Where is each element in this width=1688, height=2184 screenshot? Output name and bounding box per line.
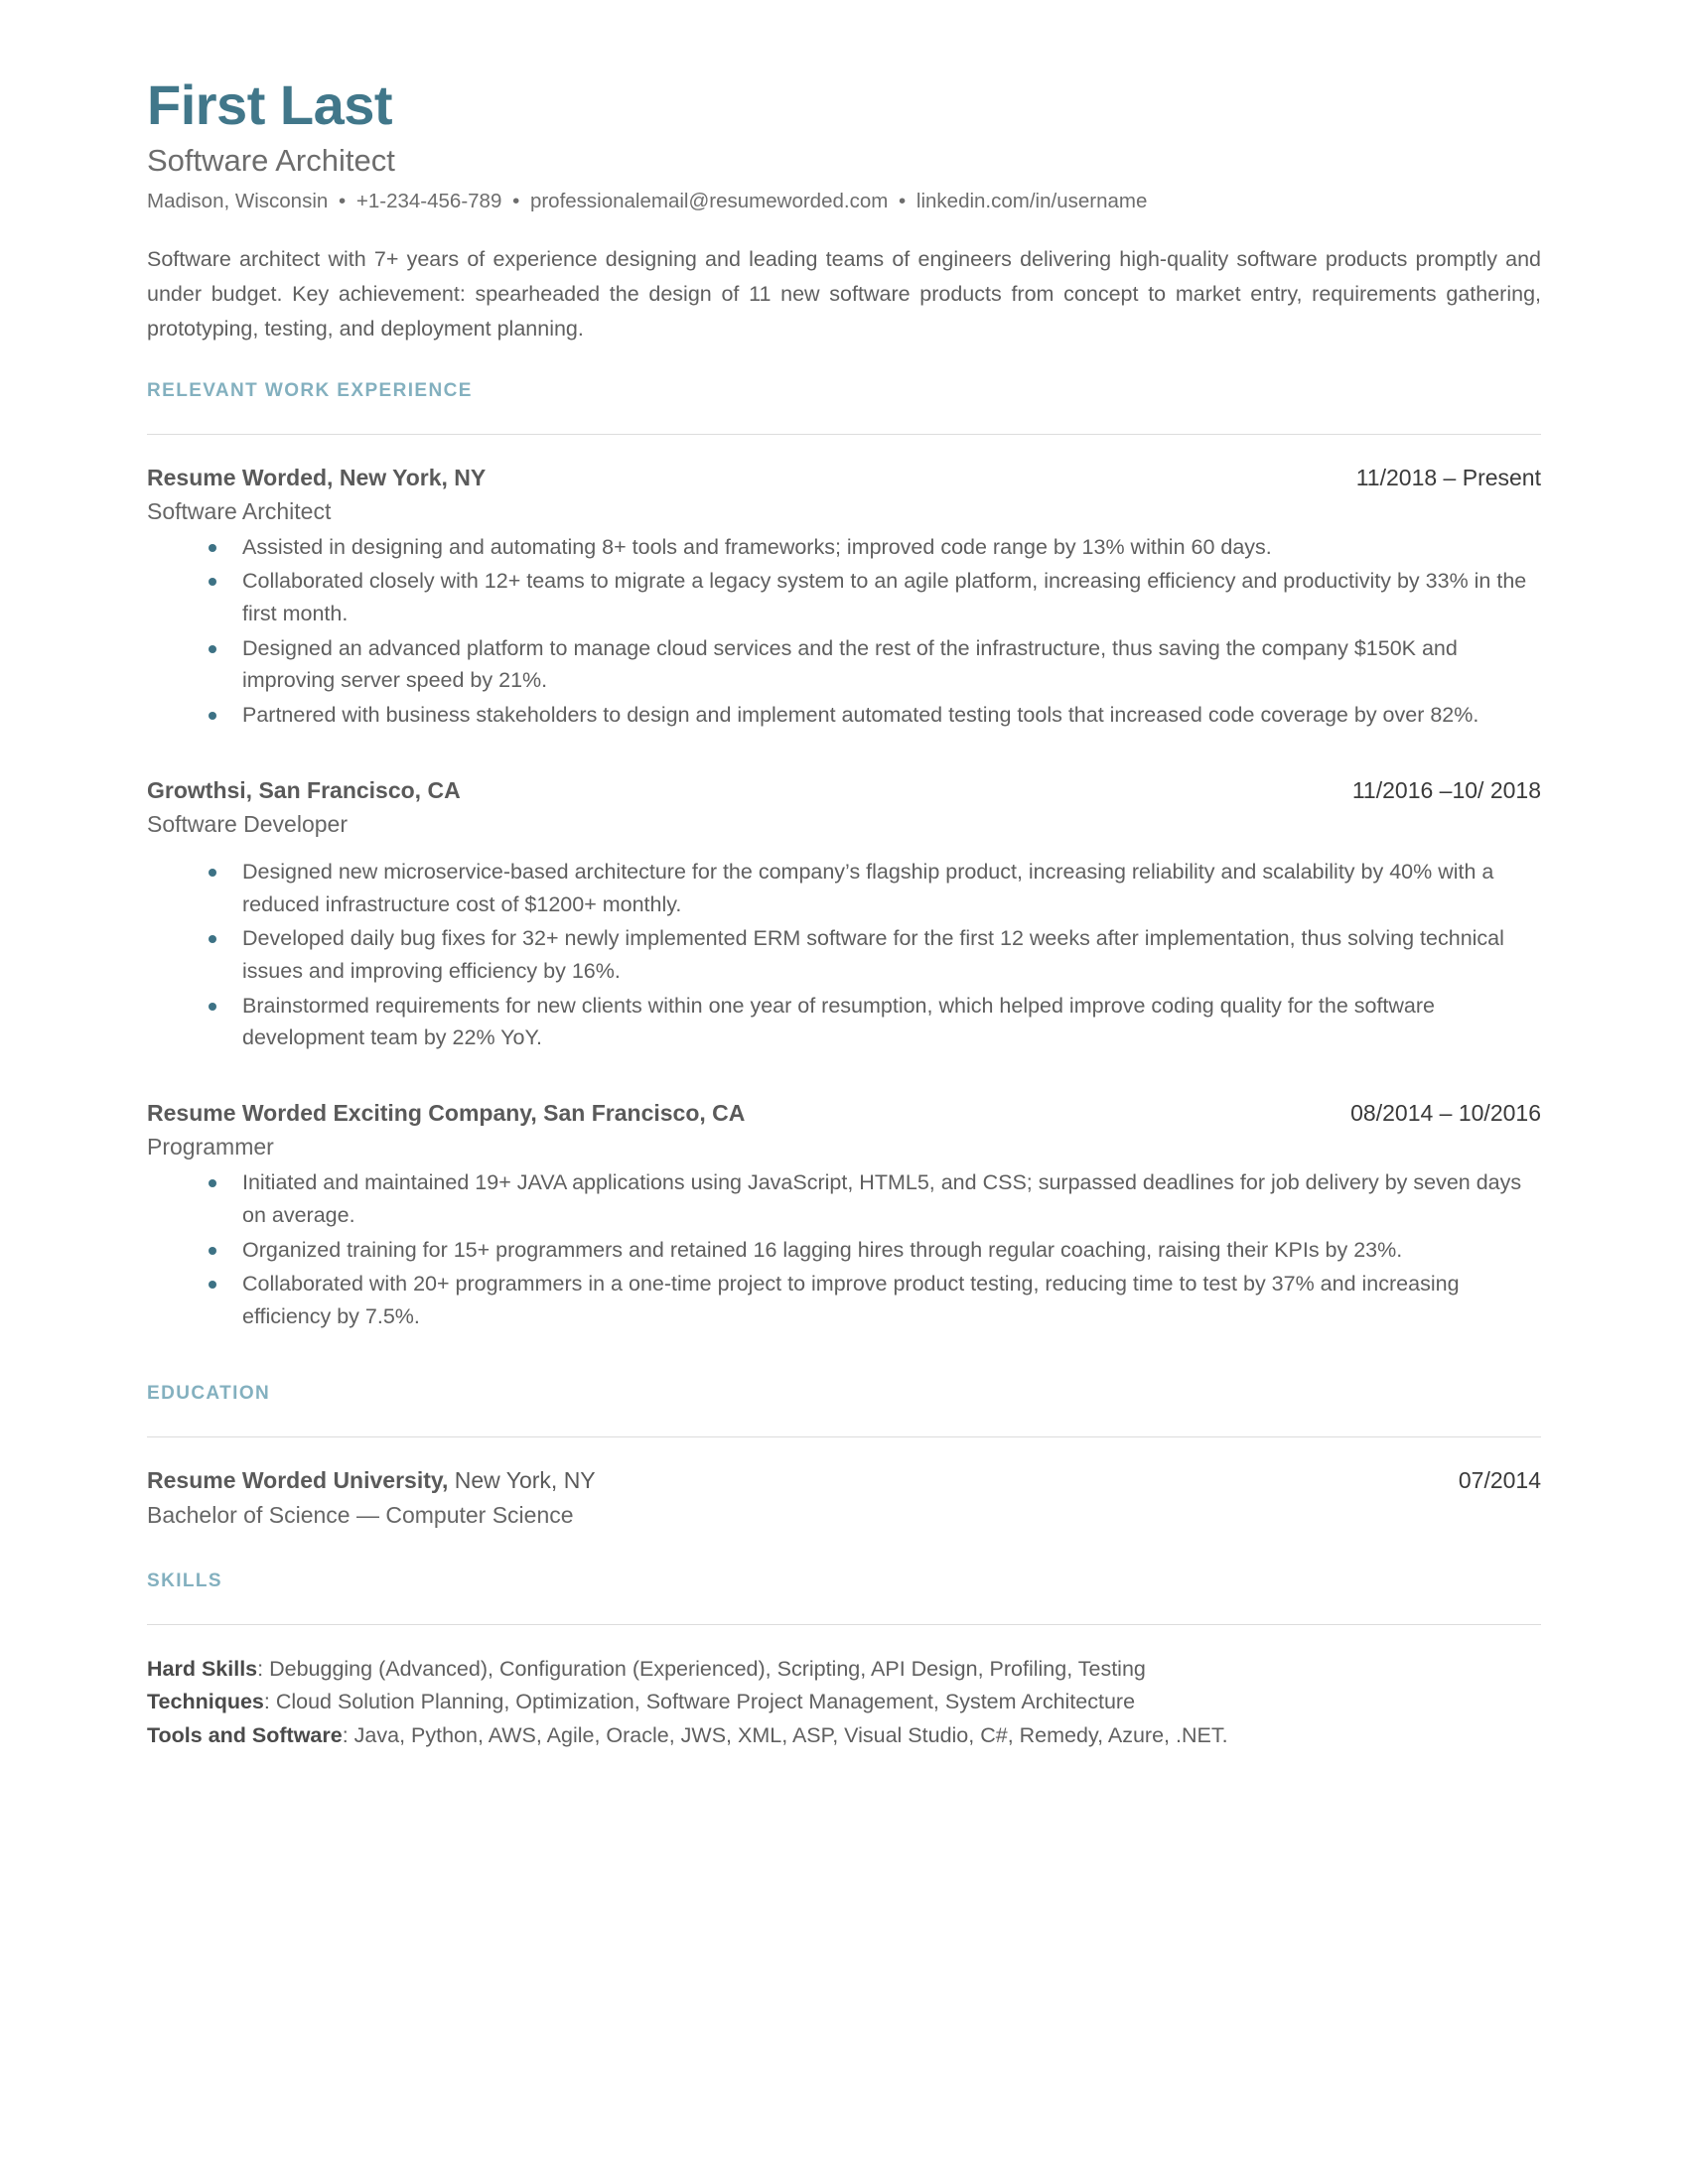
bullet-dot-icon [209,1247,216,1255]
experience-entry-header [147,1098,1541,1129]
contact-separator-2: • [512,190,520,213]
bullet-text: Collaborated closely with 12+ teams to migrate a legacy system to an agile platform, increasing efficiency and productivity by 33% in the first month. [242,569,1527,626]
experience-bullet [147,990,1541,1054]
skill-row [147,1719,1541,1752]
bullet-text: Collaborated with 20+ programmers in a one-time project to improve product testing, reducing time to test by 37% and increasing efficiency by 7.5%. [242,1272,1460,1328]
section-divider-experience [147,434,1541,435]
experience-date: 11/2016 –10/ 2018 [1351,776,1541,803]
spacer [147,1343,1541,1383]
bullet-text: Initiated and maintained 19+ JAVA applications using JavaScript, HTML5, and CSS; surpassed deadlines for job delivery by seven days on average. [242,1170,1522,1227]
skill-value: : Cloud Solution Planning, Optimization, Software Project Management, System Architecture [263,1690,1136,1714]
bullet-dot-icon [209,869,216,877]
experience-entry-header [147,463,1541,493]
contact-separator-1: • [339,190,347,213]
skill-row [147,1653,1541,1686]
resume-header [147,74,1541,216]
bullet-dot-icon [209,1003,216,1011]
bullet-dot-icon [209,712,216,720]
experience-organization: Resume Worded, New York, NY [147,464,487,490]
bullet-text: Brainstormed requirements for new clients within one year of resumption, which helped improve coding quality for the software development team by 22% YoY. [242,993,1436,1050]
spacer [147,1541,1541,1570]
candidate-title: Software Architect [147,142,395,178]
experience-bullet [147,699,1541,732]
bullet-text: Designed an advanced platform to manage cloud services and the rest of the infrastructure, thus saving the company $150K and improving server speed by 21%. [242,635,1458,693]
contact-line [147,188,1541,216]
bullet-text: Assisted in designing and automating 8+ tools and frameworks; improved code range by 13% within 60 days. [242,534,1272,559]
experience-bullet-list [147,1166,1541,1332]
experience-entry-header [147,775,1541,806]
experience-bullet [147,565,1541,629]
candidate-name: First Last [147,73,393,136]
experience-bullet [147,856,1541,920]
contact-separator-3: • [899,190,907,213]
skill-label: Tools and Software [147,1722,343,1747]
experience-bullet [147,922,1541,987]
section-heading-skills: SKILLS [147,1570,222,1591]
experience-role: Software Developer [147,810,348,837]
experience-bullet-list [147,856,1541,1054]
experience-role: Programmer [147,1134,274,1160]
skill-row [147,1686,1541,1718]
education-location: New York, NY [448,1466,596,1493]
education-entry-header [147,1465,1541,1496]
education-degree: Bachelor of Science — Computer Science [147,1501,574,1528]
education-school: Resume Worded University, [147,1466,449,1493]
experience-date: 11/2018 – Present [1355,464,1541,490]
bullet-text: Designed new microservice-based architecture for the company’s flagship product, increasing reliability and scalability by 40% with a reduced infrastructure cost of $1200+ monthly. [242,860,1494,916]
experience-bullet [147,531,1541,564]
bullet-text: Partnered with business stakeholders to design and implement automated testing tools that increased code coverage by over 82%. [242,703,1479,728]
spacer [147,742,1541,775]
experience-organization: Growthsi, San Francisco, CA [147,776,461,803]
section-heading-education: EDUCATION [147,1382,271,1404]
spacer [147,1064,1541,1098]
experience-entry [147,463,1541,732]
education-date: 07/2014 [1458,1466,1541,1493]
education-school-line [147,1465,596,1496]
experience-role: Software Architect [147,497,332,524]
contact-linkedin[interactable]: linkedin.com/in/username [915,190,1148,213]
experience-entry [147,1098,1541,1333]
skill-value: : Debugging (Advanced), Configuration (Experienced), Scripting, API Design, Profiling, Testing [257,1656,1146,1681]
experience-bullet [147,1234,1541,1267]
bullet-text: Organized training for 15+ programmers and retained 16 lagging hires through regular coaching, raising their KPIs by 23%. [242,1237,1403,1262]
bullet-dot-icon [209,1281,216,1289]
section-divider-skills [147,1624,1541,1625]
education-entry [147,1465,1541,1531]
experience-bullet [147,1268,1541,1332]
experience-date: 08/2014 – 10/2016 [1350,1100,1541,1127]
experience-bullet-list [147,531,1541,732]
bullet-dot-icon [209,1179,216,1187]
skill-label: Hard Skills [147,1656,258,1681]
bullet-dot-icon [209,578,216,586]
skill-value: : Java, Python, AWS, Agile, Oracle, JWS, XML, ASP, Visual Studio, C#, Remedy, Azure, .NET. [342,1722,1228,1747]
section-heading-experience: RELEVANT WORK EXPERIENCE [147,379,473,401]
skill-label: Techniques [147,1690,264,1714]
experience-entry [147,775,1541,1054]
contact-location: Madison, Wisconsin [147,190,329,213]
experience-bullet [147,1166,1541,1231]
section-divider-education [147,1436,1541,1437]
professional-summary: Software architect with 7+ years of experience designing and leading teams of engineers delivering high-quality software products promptly and under budget. Key achievement: spearheaded the design of 11 new software products from concept to market entry, requirements gathering, prototyping, testing, and deployment planning. [147,247,1541,341]
bullet-text: Developed daily bug fixes for 32+ newly implemented ERM software for the first 12 weeks after implementation, thus solving technical issues and improving efficiency by 16%. [242,926,1504,984]
experience-organization: Resume Worded Exciting Company, San Francisco, CA [147,1100,746,1127]
bullet-dot-icon [209,645,216,653]
contact-email[interactable]: professionalemail@resumeworded.com [529,190,889,213]
contact-phone: +1-234-456-789 [355,190,502,213]
experience-bullet [147,632,1541,697]
bullet-dot-icon [209,544,216,552]
bullet-dot-icon [209,935,216,943]
skills-list [147,1653,1541,1752]
